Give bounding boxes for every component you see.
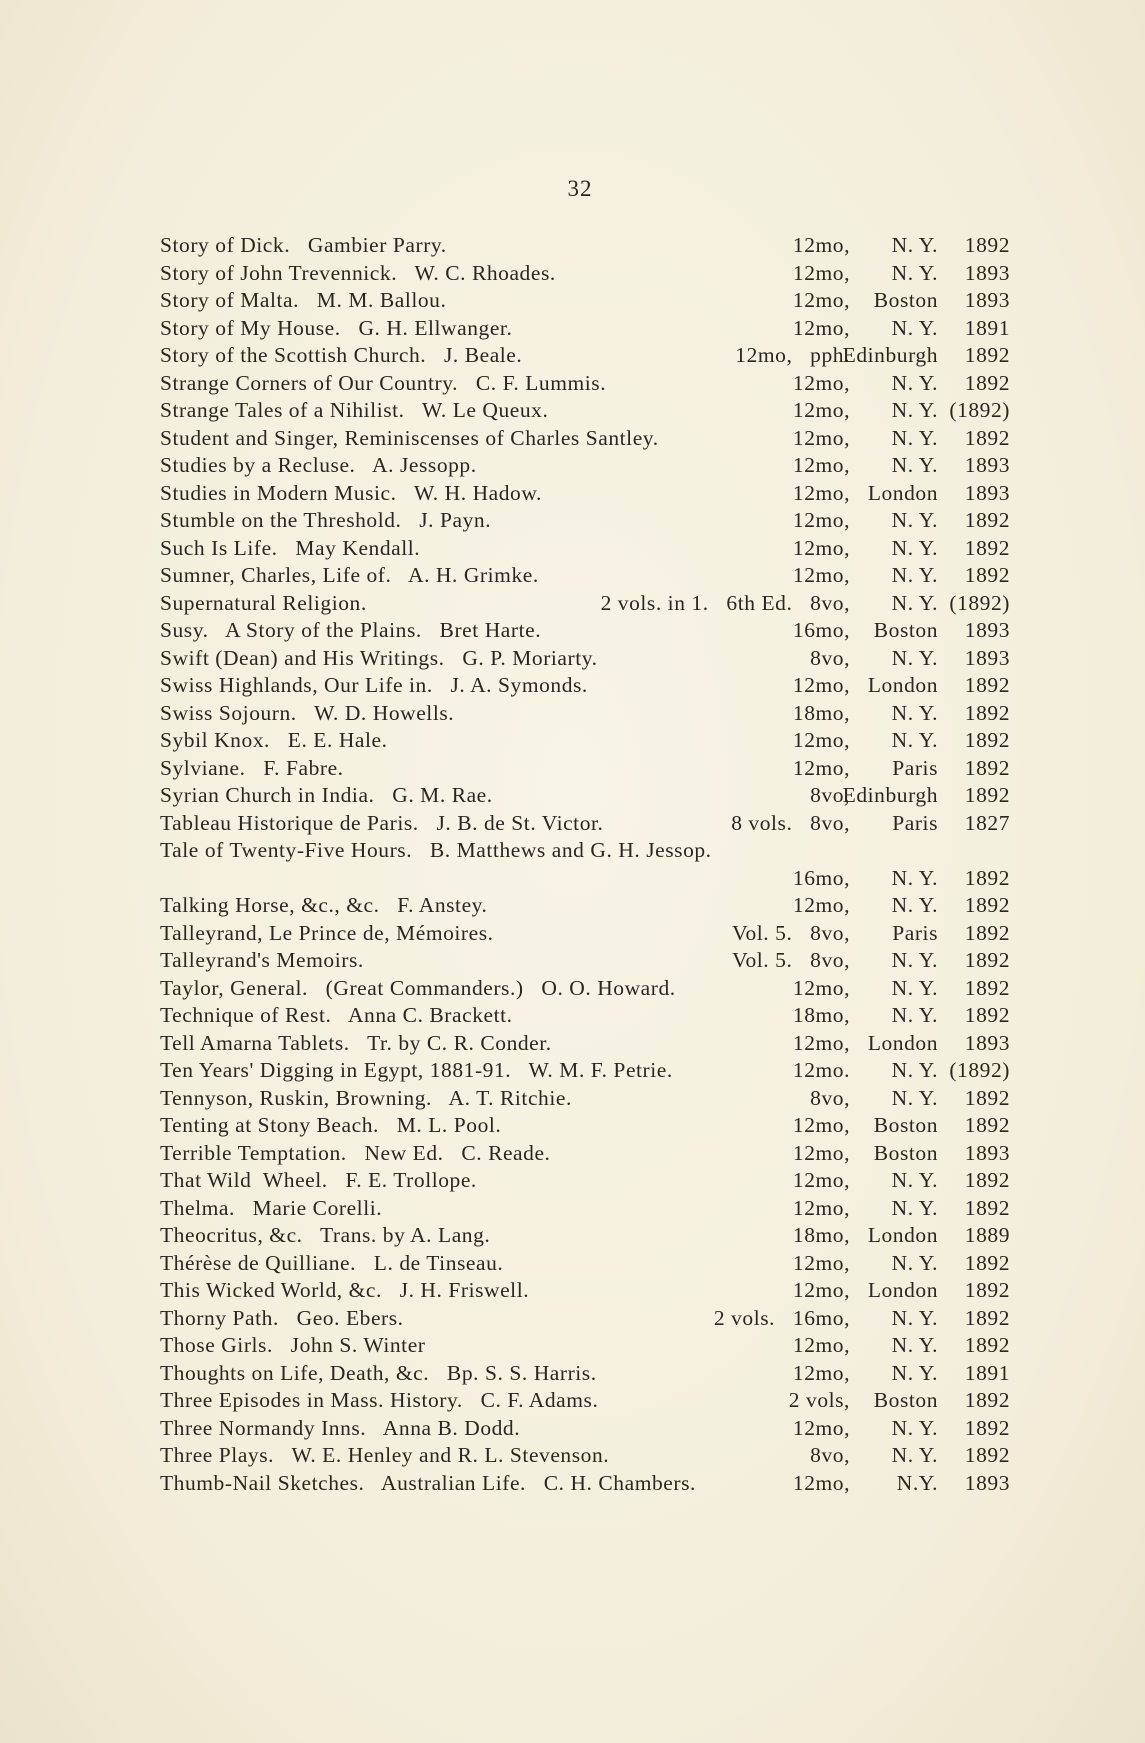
- entry-format: [732, 947, 850, 974]
- entry-extra: Vol. 5.: [732, 920, 793, 945]
- entry-format-size: 12mo.: [792, 1058, 850, 1082]
- entry-title: Tennyson, Ruskin, Browning. A. T. Ritchie.: [160, 1085, 572, 1110]
- entry-place: N.Y.: [896, 1470, 938, 1495]
- entry-format-size: 12mo,: [792, 1195, 850, 1220]
- entry-format-size: 12mo,: [792, 453, 850, 477]
- entry-year: 1892: [964, 1113, 1010, 1137]
- entry-title: Stumble on the Threshold. J. Payn.: [160, 508, 492, 532]
- entry-year: 1892: [964, 1278, 1010, 1302]
- entry-format-size: 12mo,: [792, 288, 850, 312]
- entry-title: Story of John Trevennick. W. C. Rhoades.: [160, 260, 556, 285]
- entry-format-size: 12mo,: [792, 260, 850, 285]
- entry-format-size: 12mo,: [792, 233, 850, 257]
- book-entry: [160, 672, 1010, 699]
- entry-year: 1892: [964, 1003, 1010, 1027]
- entry-year: 1892: [964, 1333, 1010, 1357]
- entry-format: [793, 370, 850, 397]
- entry-place: N. Y.: [891, 1443, 938, 1467]
- entry-format: [793, 260, 850, 287]
- entry-format: [793, 865, 850, 892]
- entry-place: N. Y.: [891, 1415, 938, 1440]
- entry-title: Tell Amarna Tablets. Tr. by C. R. Conder.: [160, 1030, 552, 1055]
- entry-extra: 2 vols.: [713, 1305, 776, 1330]
- entry-format: [810, 1442, 850, 1469]
- entry-place: Paris: [892, 810, 938, 835]
- book-entry: [160, 287, 1010, 314]
- entry-format: [810, 1085, 850, 1112]
- entry-title: Story of the Scottish Church. J. Beale.: [160, 343, 523, 367]
- book-entry: [160, 507, 1010, 534]
- entry-format: [793, 480, 850, 507]
- book-entry: [160, 590, 1010, 617]
- entry-year: 1893: [964, 645, 1010, 670]
- entry-format: [793, 727, 850, 754]
- entry-place: N. Y.: [891, 508, 938, 532]
- page-number: 32: [567, 176, 593, 201]
- entry-format: [793, 700, 850, 727]
- entry-title: Terrible Temptation. New Ed. C. Reade.: [160, 1140, 551, 1165]
- entry-format-size: 12mo,: [792, 398, 850, 422]
- entry-place: N. Y.: [891, 975, 938, 1000]
- entry-year: 1892: [964, 920, 1010, 945]
- entry-year: 1892: [964, 673, 1010, 697]
- entry-format: [793, 535, 850, 562]
- entry-year: 1892: [964, 1195, 1010, 1220]
- entry-title: Syrian Church in India. G. M. Rae.: [160, 783, 493, 807]
- entry-title: Supernatural Religion.: [160, 590, 367, 615]
- entry-title: Thorny Path. Geo. Ebers.: [160, 1305, 404, 1330]
- entry-place: Paris: [892, 755, 938, 780]
- entry-year: 1892: [964, 343, 1010, 367]
- entry-format: [732, 920, 850, 947]
- entry-format-size: 12mo,: [792, 1360, 850, 1385]
- entry-format: [793, 617, 850, 644]
- book-entry: [160, 425, 1010, 452]
- entry-year: 1892: [964, 1443, 1010, 1467]
- book-entry: [160, 1250, 1010, 1277]
- entry-title: Talking Horse, &c., &c. F. Anstey.: [160, 893, 488, 917]
- entry-place: London: [867, 1223, 938, 1247]
- entry-format-size: 12mo,: [792, 1278, 850, 1302]
- entry-format: [793, 1002, 850, 1029]
- entry-year: 1892: [964, 1415, 1010, 1440]
- entry-format: [793, 1415, 850, 1442]
- entry-title: Story of Dick. Gambier Parry.: [160, 233, 447, 257]
- entry-format: [793, 315, 850, 342]
- book-entry: [160, 1415, 1010, 1442]
- entry-title: Student and Singer, Reminiscenses of Charles Santley.: [160, 425, 659, 450]
- entry-year: 1892: [964, 425, 1010, 450]
- entry-title: Thumb-Nail Sketches. Australian Life. C. H. Chambers.: [160, 1470, 696, 1495]
- entry-format: [714, 1305, 850, 1332]
- entry-format: [793, 1140, 850, 1167]
- entry-format: [810, 645, 850, 672]
- entry-year: 1892: [964, 233, 1010, 257]
- book-entry: [160, 782, 1010, 809]
- entry-title: Taylor, General. (Great Commanders.) O. O. Howard.: [160, 975, 676, 1000]
- entry-place: N. Y.: [891, 1333, 938, 1357]
- entry-format-size: pph.: [810, 343, 850, 367]
- entry-title: Technique of Rest. Anna C. Brackett.: [160, 1003, 513, 1027]
- entry-format-size: 12mo,: [792, 1415, 850, 1440]
- entry-format-size: 12mo,: [792, 535, 850, 560]
- entry-year: 1893: [964, 260, 1010, 285]
- book-entry: [160, 232, 1010, 259]
- entry-year: 1893: [964, 618, 1010, 642]
- entry-extra: 8 vols.: [731, 810, 793, 835]
- book-entry: [160, 1222, 1010, 1249]
- entry-year: 1892: [964, 370, 1010, 395]
- entry-title: Three Plays. W. E. Henley and R. L. Stevenson.: [160, 1443, 610, 1467]
- entry-format: [793, 672, 850, 699]
- entry-format: [793, 1250, 850, 1277]
- entry-format-size: 12mo,: [792, 425, 850, 450]
- entry-place: Boston: [873, 618, 938, 642]
- entry-title: Tale of Twenty-Five Hours. B. Matthews and G. H. Jessop.: [160, 838, 712, 862]
- entry-title: Story of Malta. M. M. Ballou.: [160, 288, 447, 312]
- book-entry: [160, 535, 1010, 562]
- entry-title: Three Normandy Inns. Anna B. Dodd.: [160, 1415, 521, 1440]
- entry-place: N. Y.: [891, 865, 938, 890]
- entry-place: London: [867, 673, 938, 697]
- entry-format: [793, 1470, 850, 1497]
- entry-format-size: 16mo,: [792, 1305, 850, 1330]
- entry-title: Tableau Historique de Paris. J. B. de St. Victor.: [160, 810, 604, 835]
- entry-place: N. Y.: [891, 563, 938, 587]
- entry-place: N. Y.: [891, 1085, 938, 1110]
- book-entry: [160, 700, 1010, 727]
- entry-place: N. Y.: [891, 1305, 938, 1330]
- entry-format: [793, 1112, 850, 1139]
- entry-format: [793, 1057, 850, 1084]
- book-entry: [160, 1332, 1010, 1359]
- entry-year: 1892: [964, 535, 1010, 560]
- entry-year: 1892: [964, 508, 1010, 532]
- entry-year: 1892: [964, 948, 1010, 972]
- book-entry: [160, 1305, 1010, 1332]
- book-entry: [160, 1030, 1010, 1057]
- book-entry: [160, 892, 1010, 919]
- entry-format-size: 12mo,: [792, 1168, 850, 1192]
- entry-place: N. Y.: [891, 425, 938, 450]
- entry-title: Three Episodes in Mass. History. C. F. Adams.: [160, 1388, 599, 1412]
- book-entry: [160, 865, 1010, 892]
- entry-place: N. Y.: [891, 535, 938, 560]
- entry-format-size: 12mo,: [792, 480, 850, 505]
- entry-year: (1892): [949, 590, 1010, 615]
- entry-format: [793, 452, 850, 479]
- entry-format: [793, 1030, 850, 1057]
- entry-place: N. Y.: [891, 260, 938, 285]
- entry-format: [793, 397, 850, 424]
- entry-place: Boston: [873, 288, 938, 312]
- entry-format: [793, 1167, 850, 1194]
- entry-extra: Vol. 5.: [732, 948, 793, 972]
- book-entry: [160, 1277, 1010, 1304]
- entry-format: [793, 287, 850, 314]
- entry-title: Studies by a Recluse. A. Jessopp.: [160, 453, 477, 477]
- entry-place: N. Y.: [891, 315, 938, 340]
- entry-format-size: 12mo,: [792, 728, 850, 752]
- entry-year: 1893: [964, 1030, 1010, 1055]
- entry-format: [793, 1332, 850, 1359]
- entry-format: [793, 892, 850, 919]
- entry-format: [735, 342, 850, 369]
- entry-title: Talleyrand, Le Prince de, Mémoires.: [160, 920, 494, 945]
- entry-title: Talleyrand's Memoirs.: [160, 948, 364, 972]
- entry-title: Thérèse de Quilliane. L. de Tinseau.: [160, 1250, 504, 1275]
- entry-year: (1892): [949, 1058, 1010, 1082]
- entry-place: N. Y.: [891, 1195, 938, 1220]
- book-entry: [160, 452, 1010, 479]
- entry-format: [793, 755, 850, 782]
- entry-place: N. Y.: [891, 453, 938, 477]
- entry-year: 1892: [964, 728, 1010, 752]
- entry-year: 1893: [964, 453, 1010, 477]
- book-entry: [160, 617, 1010, 644]
- book-entry: [160, 342, 1010, 369]
- entry-format-size: 12mo,: [792, 1333, 850, 1357]
- entry-format: [789, 1387, 850, 1414]
- entry-format-size: 8vo,: [810, 645, 850, 670]
- book-entry: [160, 1195, 1010, 1222]
- entry-place: N. Y.: [891, 948, 938, 972]
- entry-year: 1893: [964, 1470, 1010, 1495]
- entry-year: 1889: [964, 1223, 1010, 1247]
- entry-format: [793, 562, 850, 589]
- book-entry: [160, 1112, 1010, 1139]
- entry-year: 1892: [964, 1388, 1010, 1412]
- entry-format-size: 8vo,: [810, 810, 850, 835]
- entry-format: [793, 1195, 850, 1222]
- entry-format-size: 2 vols,: [788, 1388, 850, 1412]
- entry-format-size: 12mo,: [792, 673, 850, 697]
- entry-format: [793, 1360, 850, 1387]
- entry-place: Boston: [873, 1140, 938, 1165]
- entry-place: N. Y.: [891, 370, 938, 395]
- entry-format-size: 12mo,: [792, 1030, 850, 1055]
- entry-place: N. Y.: [891, 590, 938, 615]
- entry-year: 1891: [964, 315, 1010, 340]
- entry-title: Thelma. Marie Corelli.: [160, 1195, 383, 1220]
- entry-place: Boston: [873, 1113, 938, 1137]
- entry-place: N. Y.: [891, 1003, 938, 1027]
- entry-format-size: 8vo,: [810, 590, 850, 615]
- book-entry: [160, 920, 1010, 947]
- entry-format-size: 8vo,: [810, 1085, 850, 1110]
- book-entry: [160, 1360, 1010, 1387]
- entry-format-size: 8vo,: [810, 783, 850, 807]
- entry-format: [601, 590, 850, 617]
- entry-title: Sumner, Charles, Life of. A. H. Grimke.: [160, 563, 539, 587]
- entry-title: Such Is Life. May Kendall.: [160, 535, 421, 560]
- entry-format-size: 8vo,: [810, 920, 850, 945]
- entry-format-size: 8vo,: [810, 948, 850, 972]
- book-entry: [160, 315, 1010, 342]
- book-entry: [160, 1140, 1010, 1167]
- entry-place: London: [867, 480, 938, 505]
- entry-format: [793, 232, 850, 259]
- entry-format-size: 12mo,: [792, 1470, 850, 1495]
- book-entry: [160, 562, 1010, 589]
- entry-year: 1893: [964, 288, 1010, 312]
- entry-title: Sybil Knox. E. E. Hale.: [160, 728, 388, 752]
- entry-year: 1892: [964, 563, 1010, 587]
- entry-format-size: 12mo,: [792, 315, 850, 340]
- book-entry: [160, 260, 1010, 287]
- entry-year: 1893: [964, 480, 1010, 505]
- entry-format-size: 18mo,: [792, 700, 850, 725]
- book-entry: [160, 755, 1010, 782]
- entry-title: Thoughts on Life, Death, &c. Bp. S. S. Harris.: [160, 1360, 597, 1385]
- entry-format-size: 8vo,: [810, 1443, 850, 1467]
- entry-format-size: 18mo,: [792, 1223, 850, 1247]
- entry-year: 1892: [964, 975, 1010, 1000]
- entry-place: Edinburgh: [842, 783, 938, 807]
- entry-year: 1892: [964, 893, 1010, 917]
- entry-year: 1892: [964, 1250, 1010, 1275]
- entry-year: 1892: [964, 1305, 1010, 1330]
- entry-title: Swiss Sojourn. W. D. Howells.: [160, 700, 455, 725]
- entry-place: N. Y.: [891, 728, 938, 752]
- book-entry: [160, 645, 1010, 672]
- book-entry: [160, 370, 1010, 397]
- entry-year: 1892: [964, 865, 1010, 890]
- entry-format-size: 16mo,: [792, 865, 850, 890]
- entry-place: Boston: [873, 1388, 938, 1412]
- entry-title: Theocritus, &c. Trans. by A. Lang.: [160, 1223, 491, 1247]
- entry-place: N. Y.: [891, 1058, 938, 1082]
- book-entry: [160, 810, 1010, 837]
- entry-year: 1893: [964, 1140, 1010, 1165]
- entry-place: Paris: [892, 920, 938, 945]
- entry-year: 1892: [964, 1085, 1010, 1110]
- entry-year: 1892: [964, 700, 1010, 725]
- entry-year: 1892: [964, 755, 1010, 780]
- entry-title: Swift (Dean) and His Writings. G. P. Moriarty.: [160, 645, 598, 670]
- entry-format-size: 12mo,: [792, 563, 850, 587]
- entry-format-size: 12mo,: [792, 370, 850, 395]
- book-entry: [160, 1085, 1010, 1112]
- book-entry: [160, 397, 1010, 424]
- entry-format-size: 12mo,: [792, 1113, 850, 1137]
- entry-format: [793, 975, 850, 1002]
- entry-title: Tenting at Stony Beach. M. L. Pool.: [160, 1113, 502, 1137]
- entry-title: Ten Years' Digging in Egypt, 1881-91. W. M. F. Petrie.: [160, 1058, 673, 1082]
- book-entry: [160, 1387, 1010, 1414]
- entry-place: N. Y.: [891, 233, 938, 257]
- entry-title: Sylviane. F. Fabre.: [160, 755, 344, 780]
- entry-place: London: [867, 1030, 938, 1055]
- book-entry: [160, 1002, 1010, 1029]
- entry-year: 1892: [964, 783, 1010, 807]
- book-entry: [160, 837, 1010, 864]
- entry-year: 1827: [964, 810, 1010, 835]
- book-entry: [160, 1470, 1010, 1497]
- book-entry: [160, 1167, 1010, 1194]
- entry-title: Story of My House. G. H. Ellwanger.: [160, 315, 513, 340]
- entry-title: This Wicked World, &c. J. H. Friswell.: [160, 1278, 530, 1302]
- book-entry: [160, 1442, 1010, 1469]
- entry-title: Strange Corners of Our Country. C. F. Lummis.: [160, 370, 607, 395]
- book-entry: [160, 727, 1010, 754]
- entry-format: [793, 1277, 850, 1304]
- entry-format: [731, 810, 850, 837]
- entry-year: (1892): [949, 398, 1010, 422]
- entry-place: Edinburgh: [842, 343, 938, 367]
- entry-year: 1891: [964, 1360, 1010, 1385]
- entry-format-size: 12mo,: [792, 1140, 850, 1165]
- entry-extra: 2 vols. in 1. 6th Ed.: [600, 590, 793, 615]
- entry-format-size: 12mo,: [792, 1250, 850, 1275]
- entry-year: 1892: [964, 1168, 1010, 1192]
- entry-format-size: 12mo,: [792, 508, 850, 532]
- entry-place: N. Y.: [891, 893, 938, 917]
- entry-place: N. Y.: [891, 645, 938, 670]
- entry-format: [793, 425, 850, 452]
- entry-format-size: 16mo,: [792, 618, 850, 642]
- entry-extra: 12mo,: [735, 343, 793, 367]
- entry-format: [793, 507, 850, 534]
- entry-place: N. Y.: [891, 700, 938, 725]
- entry-title: Swiss Highlands, Our Life in. J. A. Symonds.: [160, 673, 588, 697]
- entry-place: N. Y.: [891, 1250, 938, 1275]
- entry-format-size: 12mo,: [792, 755, 850, 780]
- entry-place: N. Y.: [891, 1360, 938, 1385]
- entry-place: N. Y.: [891, 1168, 938, 1192]
- book-entry: [160, 975, 1010, 1002]
- entry-title: Those Girls. John S. Winter: [160, 1333, 426, 1357]
- entry-title: That Wild Wheel. F. E. Trollope.: [160, 1168, 477, 1192]
- entry-format: [793, 1222, 850, 1249]
- entry-format-size: 12mo,: [792, 893, 850, 917]
- book-entry: [160, 1057, 1010, 1084]
- entry-place: London: [867, 1278, 938, 1302]
- entry-format-size: 18mo,: [792, 1003, 850, 1027]
- entry-title: Studies in Modern Music. W. H. Hadow.: [160, 480, 542, 505]
- entry-place: N. Y.: [891, 398, 938, 422]
- entry-title: Strange Tales of a Nihilist. W. Le Queux.: [160, 398, 549, 422]
- book-entry: [160, 480, 1010, 507]
- book-entry: [160, 947, 1010, 974]
- entry-format-size: 12mo,: [792, 975, 850, 1000]
- entry-title: Susy. A Story of the Plains. Bret Harte.: [160, 618, 542, 642]
